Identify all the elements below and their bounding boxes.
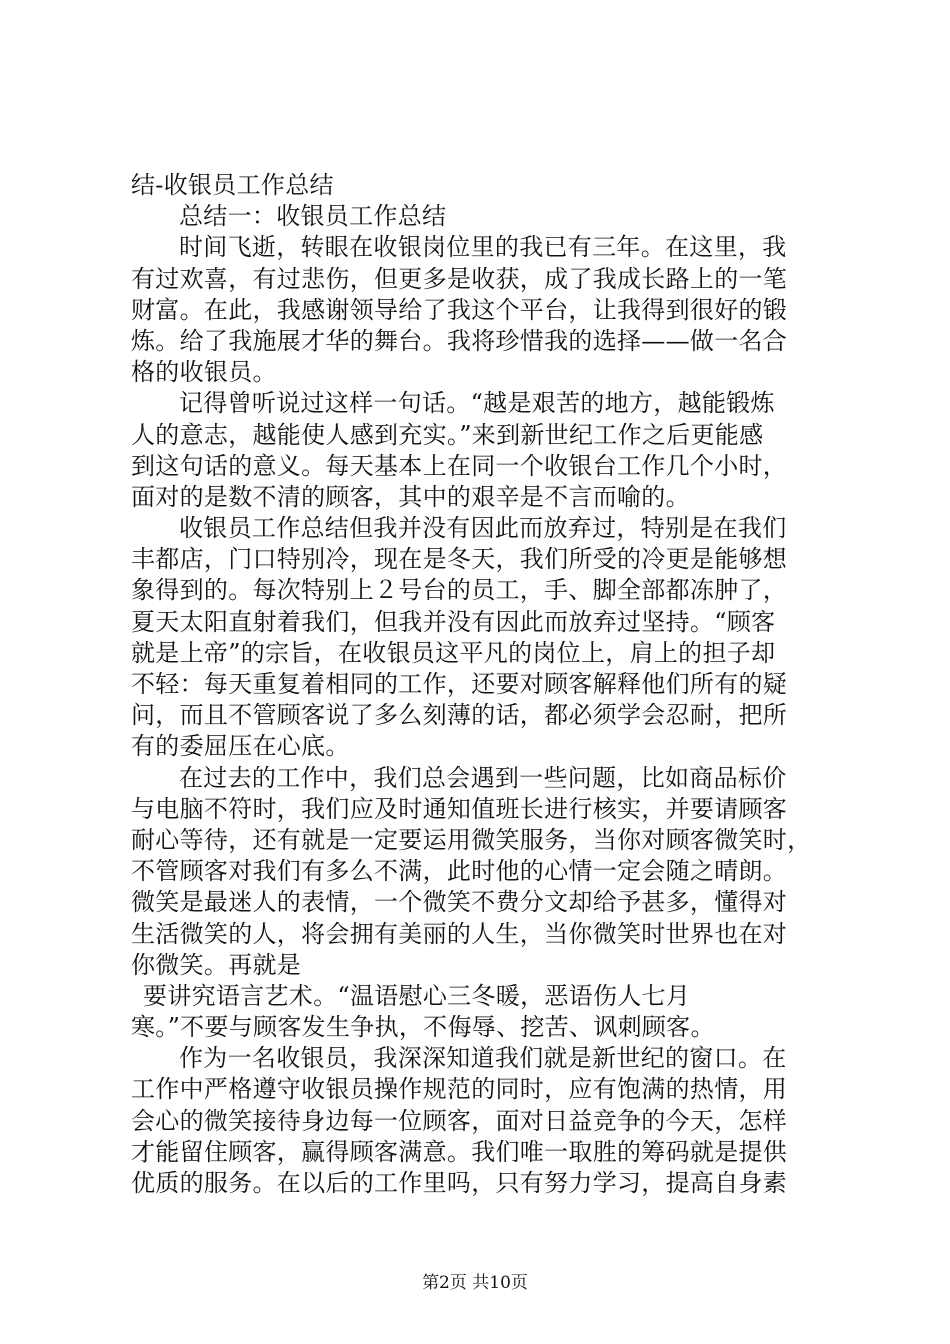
text-line: 夏天太阳直射着我们，但我并没有因此而放弃过坚持。“顾客 [131, 607, 776, 636]
text-line: 人的意志，越能使人感到充实。”来到新世纪工作之后更能感 [131, 420, 764, 449]
text-line: 丰都店，门口特别冷，现在是冬天，我们所受的冷更是能够想 [131, 545, 788, 574]
text-line: 总结一：收银员工作总结 [179, 202, 447, 231]
text-line: 有过欢喜，有过悲伤，但更多是收获，成了我成长路上的一笔 [131, 264, 788, 293]
text-line: 炼。给了我施展才华的舞台。我将珍惜我的选择——做一名合 [131, 326, 788, 355]
text-line: 寒。”不要与顾客发生争执，不侮辱、挖苦、讽刺顾客。 [131, 1013, 715, 1042]
text-line: 优质的服务。在以后的工作里吗，只有努力学习，提高自身素 [131, 1169, 788, 1197]
text-line: 就是上帝”的宗旨，在收银员这平凡的岗位上，肩上的担子却 [131, 638, 776, 667]
text-line: 面对的是数不清的顾客，其中的艰辛是不言而喻的。 [131, 482, 690, 511]
document-body [131, 170, 839, 1199]
text-line: 格的收银员。 [131, 358, 277, 387]
text-line: 时间飞逝，转眼在收银岗位里的我已有三年。在这里，我 [179, 233, 787, 262]
page-footer: 第2页 共10页 [422, 1273, 528, 1293]
text-line: 记得曾听说过这样一句话。“越是艰苦的地方，越能锻炼 [179, 389, 775, 418]
text-line: 耐心等待，还有就是一定要运用微笑服务，当你对顾客微笑时， [131, 825, 812, 854]
text-line: 问，而且不管顾客说了多么刻薄的话，都必须学会忍耐，把所 [131, 701, 788, 730]
text-line: 微笑是最迷人的表情，一个微笑不费分文却给予甚多，懂得对 [131, 888, 788, 917]
text-line: 生活微笑的人，将会拥有美丽的人生，当你微笑时世界也在对 [131, 919, 788, 948]
text-line: 会心的微笑接待身边每一位顾客，面对日益竞争的今天，怎样 [131, 1106, 788, 1135]
text-line: 要讲究语言艺术。“温语慰心三冬暖，恶语伤人七月 [143, 981, 691, 1010]
text-line: 有的委屈压在心底。 [131, 732, 350, 761]
text-line: 收银员工作总结但我并没有因此而放弃过，特别是在我们 [179, 514, 787, 543]
text-line: 才能留住顾客，赢得顾客满意。我们唯一取胜的筹码就是提供 [131, 1137, 788, 1166]
text-line: 工作中严格遵守收银员操作规范的同时，应有饱满的热情，用 [131, 1075, 788, 1104]
text-line: 不管顾客对我们有多么不满，此时他的心情一定会随之晴朗。 [131, 857, 788, 886]
text-line: 你微笑。再就是 [131, 950, 302, 979]
document-title-line: 结-收银员工作总结 [131, 171, 334, 199]
text-line: 在过去的工作中，我们总会遇到一些问题，比如商品标价 [179, 763, 787, 792]
text-line: 到这句话的意义。每天基本上在同一个收银台工作几个小时， [131, 451, 788, 480]
text-line: 作为一名收银员，我深深知道我们就是新世纪的窗口。在 [179, 1044, 787, 1073]
text-line: 财富。在此，我感谢领导给了我这个平台，让我得到很好的锻 [131, 295, 788, 324]
text-line: 与电脑不符时，我们应及时通知值班长进行核实，并要请顾客 [131, 794, 788, 823]
text-line: 不轻：每天重复着相同的工作，还要对顾客解释他们所有的疑 [131, 670, 788, 698]
text-line: 象得到的。每次特别上２号台的员工，手、脚全部都冻肿了， [131, 576, 788, 605]
